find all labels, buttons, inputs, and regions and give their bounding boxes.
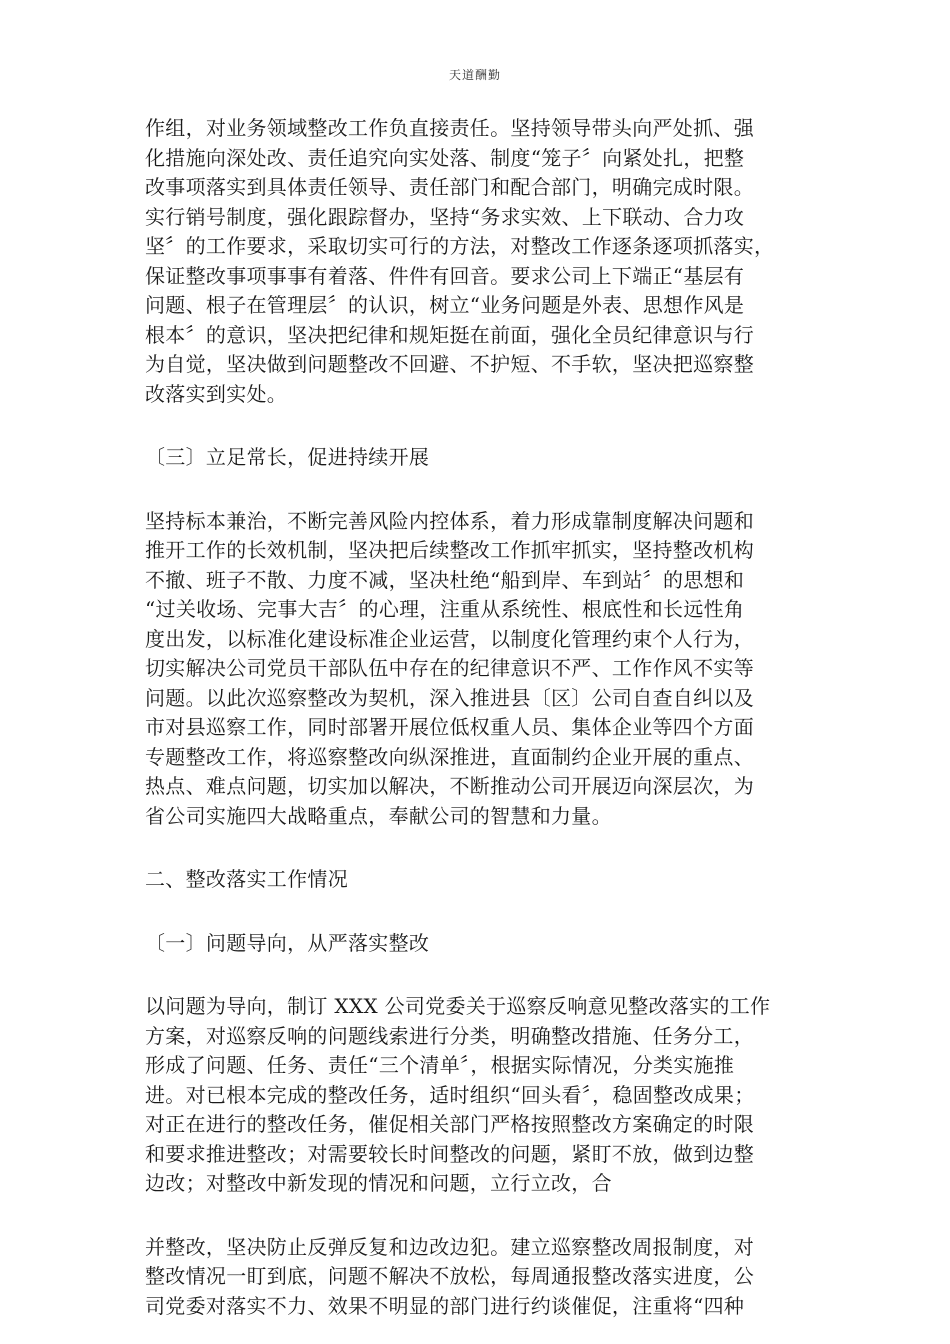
section-heading-one: 〔一〕问题导向，从严落实整改 [145, 930, 430, 955]
paragraph-long-term: 坚持标本兼治，不断完善风险内控体系，着力形成靠制度解决问题和 推开工作的长效机制，坚决把后续整改工作抓牢抓实，坚持整改机构 不撤、班子不散、力度不减，坚决杜绝“船到岸、车到站〞的思想和 “过关收场、完事大吉〞的心理，注重从系统性、根底性和长远性角 度出发，以标准化建设标准企业运营，以制度化管理约束个人行为， 切实解决公司党员干部队伍中存在的纪律意识不严、工作作风不实等 问题。以此次巡察整改为契机，深入推进县〔区〕公司自查自纠以及 市对县巡察工作，同时部署开展位低权重人员、集体企业等四个方面 专题整改工作，将巡察整改向纵深推进，直面制约企业开展的重点、 热点、难点问题，切实加以解决，不断推动公司开展迈向深层次，为 省公司实施四大战略重点，奉献公司的智慧和力量。 [145, 508, 754, 828]
paragraph-gap [145, 895, 810, 929]
paragraph-gap [145, 1199, 810, 1233]
paragraph-gap [145, 958, 810, 992]
paragraph-problem-oriented: 以问题为导向，制订 XXX 公司党委关于巡察反响意见整改落实的工作 方案，对巡察反响的问题线索进行分类，明确整改措施、任务分工， 形成了问题、任务、责任“三个清单〞，根据实际情况，分类实施推 进。对已根本完成的整改任务，适时组织“回头看〞，稳固整改成果； 对正在进行的整改任务，催促相关部门严格按照整改方案确定的时限 和要求推进整改；对需要较长时间整改的问题，紧盯不放，做到边整 边改；对整改中新发现的情况和问题，立行立改，合 [145, 994, 771, 1195]
page-header: 天道酬勤 [448, 68, 501, 82]
document-body [145, 114, 810, 1321]
paragraph-responsibility: 作组，对业务领域整改工作负直接责任。坚持领导带头向严处抓、强 化措施向深处改、责任追究向实处落、制度“笼子〞向紧处扎，把整 改事项落实到具体责任领导、责任部门和配合部门，明确完成时限。 实行销号制度，强化跟踪督办，坚持“务求实效、上下联动、合力攻 坚〞的工作要求，采取切实可行的方法，对整改工作逐条逐项抓落实， 保证整改事项事事有着落、件件有回音。要求公司上下端正“基层有 问题、根子在管理层〞的认识，树立“业务问题是外表、思想作风是 根本〞的意识，坚决把纪律和规矩挺在前面，强化全员纪律意识与行 为自觉，坚决做到问题整改不回避、不护短、不手软，坚决把巡察整 改落实到实处。 [145, 116, 775, 406]
paragraph-weekly-report: 并整改，坚决防止反弹反复和边改边犯。建立巡察整改周报制度，对 整改情况一盯到底，问题不解决不放松，每周通报整改落实进度，公 司党委对落实不力、效果不明显的部门进行约谈催促，注重将“四种 [145, 1234, 754, 1318]
paragraph-gap [145, 409, 810, 443]
chapter-heading-two: 二、整改落实工作情况 [145, 867, 348, 891]
paragraph-gap [145, 473, 810, 507]
paragraph-gap [145, 831, 810, 865]
section-heading-three: 〔三〕立足常长，促进持续开展 [145, 445, 430, 469]
